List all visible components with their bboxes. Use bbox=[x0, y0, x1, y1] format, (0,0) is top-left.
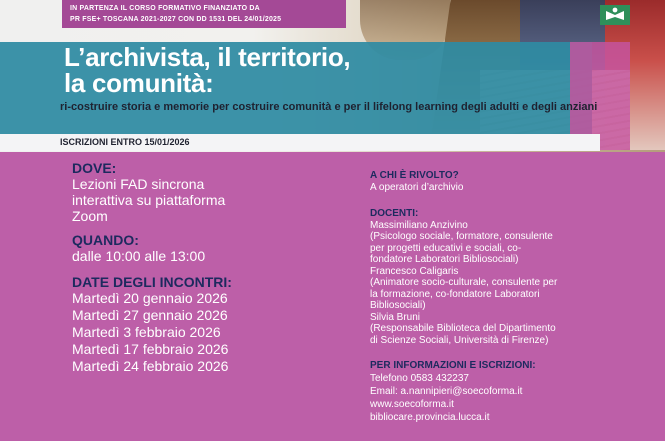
date-item: Martedì 27 gennaio 2026 bbox=[72, 307, 228, 323]
audience-label: A CHI È RIVOLTO? bbox=[370, 170, 459, 181]
event-details bbox=[72, 160, 352, 375]
contact-phone: Telefono 0583 432237 bbox=[370, 373, 469, 384]
where-label: DOVE: bbox=[72, 160, 117, 176]
logo-icon bbox=[600, 5, 630, 25]
teachers-label: DOCENTI: bbox=[370, 207, 419, 219]
funding-banner bbox=[62, 0, 346, 28]
teachers-line: Massimiliano Anzivino bbox=[370, 219, 468, 231]
audience-text: A operatori d’archivio bbox=[370, 182, 464, 193]
subtitle: ri-costruire storia e memorie per costruire comunità e per il lifelong learning degli adulti e degli anziani bbox=[60, 101, 598, 113]
dates-label: DATE DEGLI INCONTRI: bbox=[72, 274, 232, 290]
teachers-line: di Scienze Sociali, Università di Firenze) bbox=[370, 334, 549, 346]
teachers-line: la formazione, co-fondatore Laboratori bbox=[370, 288, 540, 300]
when-text: dalle 10:00 alle 13:00 bbox=[72, 248, 206, 264]
when-label: QUANDO: bbox=[72, 232, 139, 248]
where-line-3: Zoom bbox=[72, 208, 108, 224]
where-line-2: interattiva su piattaforma bbox=[72, 192, 226, 208]
date-item: Martedì 17 febbraio 2026 bbox=[72, 341, 229, 357]
teachers-line: (Responsabile Biblioteca del Dipartimento bbox=[370, 323, 556, 334]
title-line-2: la comunità: bbox=[64, 68, 214, 98]
teachers-line: (Psicologo sociale, formatore, consulente bbox=[370, 231, 553, 242]
contact-email[interactable]: Email: a.nannipieri@soecoforma.it bbox=[370, 386, 523, 397]
contacts-label: PER INFORMAZIONI E ISCRIZIONI: bbox=[370, 360, 536, 371]
teachers-line: per progetti educativi e sociali, co- bbox=[370, 242, 522, 254]
date-item: Martedì 24 febbraio 2026 bbox=[72, 358, 229, 374]
funding-line-1: IN PARTENZA IL CORSO FORMATIVO FINANZIATO DA bbox=[70, 5, 260, 12]
enrollment-deadline: ISCRIZIONI ENTRO 15/01/2026 bbox=[60, 137, 190, 147]
contact-website[interactable]: bibliocare.provincia.lucca.it bbox=[370, 412, 490, 423]
teachers-line: Francesco Caligaris bbox=[370, 265, 459, 277]
page-title bbox=[64, 44, 350, 96]
teachers-line: Bibliosociali) bbox=[370, 300, 426, 311]
date-item: Martedì 20 gennaio 2026 bbox=[72, 290, 228, 306]
date-item: Martedì 3 febbraio 2026 bbox=[72, 324, 221, 340]
contact-website[interactable]: www.soecoforma.it bbox=[370, 399, 454, 410]
teachers-line: Silvia Bruni bbox=[370, 311, 421, 323]
where-line-1: Lezioni FAD sincrona bbox=[72, 176, 205, 192]
teachers-line: (Animatore socio-culturale, consulente per bbox=[370, 277, 558, 288]
teachers-line: fondatore Laboratori Bibliosociali) bbox=[370, 254, 519, 265]
title-line-1: L’archivista, il territorio, bbox=[64, 42, 351, 72]
info-column bbox=[370, 170, 635, 424]
funding-line-2: PR FSE+ TOSCANA 2021-2027 CON DD 1531 DEL 24/01/2025 bbox=[70, 16, 282, 23]
